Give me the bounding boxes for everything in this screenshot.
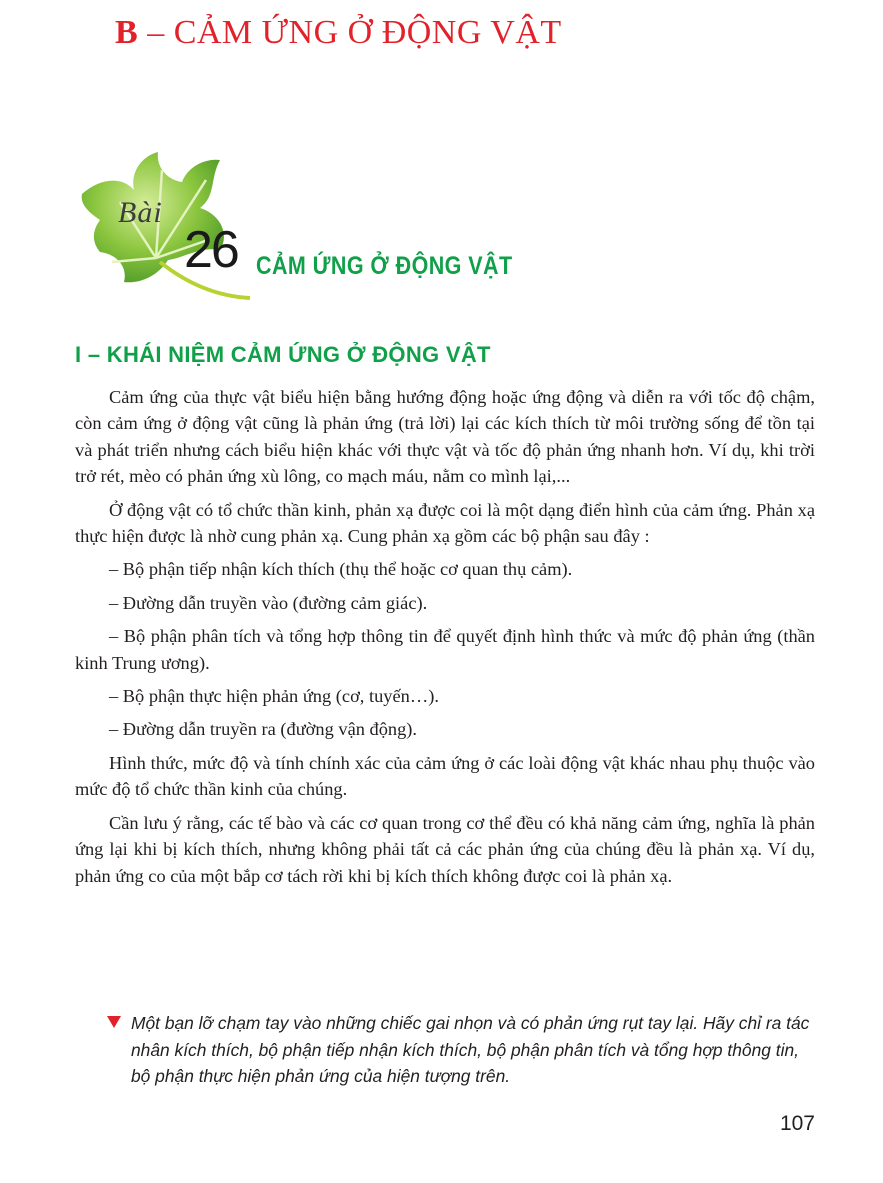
part-title: B – CẢM ỨNG Ở ĐỘNG VẬT <box>115 14 562 51</box>
lesson-header <box>60 150 820 310</box>
section-body <box>75 384 815 896</box>
list-item: – Bộ phận thực hiện phản ứng (cơ, tuyến…). <box>109 686 439 707</box>
paragraph: Ở động vật có tổ chức thần kinh, phản xạ được coi là một dạng điển hình của cảm ứng. Phản xạ thực hiện được là nhờ cung phản xạ. Cung phản xạ gồm các bộ phận sau đây : <box>75 499 815 547</box>
lesson-label: Bài <box>118 196 163 229</box>
paragraph: Cần lưu ý rằng, các tế bào và các cơ quan trong cơ thể đều có khả năng cảm ứng, nghĩa là phản ứng lại khi bị kích thích, nhưng không phải tất cả các phản ứng của chúng đều là phản xạ. Ví dụ, phản ứng co của một bắp cơ tách rời khi bị kích thích không được coi là phản xạ. <box>75 812 815 886</box>
question-text: Một bạn lỡ chạm tay vào những chiếc gai nhọn và có phản ứng rụt tay lại. Hãy chỉ ra tác nhân kích thích, bộ phận tiếp nhận kích thích, bộ phận phân tích và tổng hợp thông tin, bộ phận thực hiện phản ứng của hiện tượng trên. <box>131 1013 810 1086</box>
question-block <box>107 1010 817 1090</box>
lesson-number: 26 <box>184 221 238 279</box>
page-number: 107 <box>779 1112 815 1135</box>
paragraph: Cảm ứng của thực vật biểu hiện bằng hướng động hoặc ứng động và diễn ra với tốc độ chậm, còn cảm ứng ở động vật cũng là phản ứng (trả lời) lại các kích thích từ môi trường sống để tồn tại và phát triển nhưng cách biểu hiện khác với thực vật và tốc độ phản ứng nhanh hơn. Ví dụ, khi trời trở rét, mèo có phản ứng xù lông, co mạch máu, nằm co mình lại,... <box>75 387 815 487</box>
list-item: – Đường dẫn truyền ra (đường vận động). <box>109 719 418 740</box>
paragraph: Hình thức, mức độ và tính chính xác của cảm ứng ở các loài động vật khác nhau phụ thuộc vào mức độ tổ chức thần kinh của chúng. <box>75 752 815 800</box>
triangle-down-icon <box>107 1016 121 1028</box>
list-item: – Bộ phận phân tích và tổng hợp thông tin để quyết định hình thức và mức độ phản ứng (thần kinh Trung ương). <box>75 626 815 673</box>
section-heading: I – KHÁI NIỆM CẢM ỨNG Ở ĐỘNG VẬT <box>75 342 491 367</box>
list-item: – Bộ phận tiếp nhận kích thích (thụ thể hoặc cơ quan thụ cảm). <box>109 559 573 580</box>
lesson-title: CẢM ỨNG Ở ĐỘNG VẬT <box>256 252 513 280</box>
list-item: – Đường dẫn truyền vào (đường cảm giác). <box>109 592 428 613</box>
